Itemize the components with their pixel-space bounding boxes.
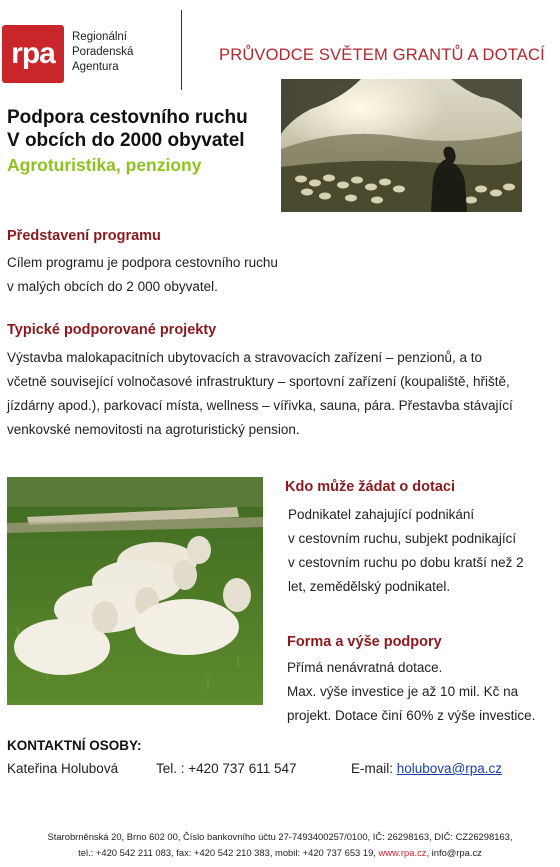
intro-line-2: v malých obcích do 2 000 obyvatel.: [7, 279, 218, 294]
agency-line-2: Poradenská: [72, 46, 134, 58]
contact-phone: Tel. : +420 737 611 547: [156, 761, 297, 776]
email-label: E-mail:: [351, 761, 397, 776]
page-subtitle: Agroturistika, penziony: [7, 155, 202, 175]
who-line-2: v cestovním ruchu, subjekt podnikající: [288, 531, 517, 546]
who-heading: Kdo může žádat o dotaci: [285, 479, 455, 495]
intro-heading: Představení programu: [7, 228, 161, 244]
projects-line-4: venkovské nemovitosti na agroturistický pension.: [7, 422, 300, 437]
footer-contacts: [0, 845, 560, 861]
projects-line-2: včetně související volnočasové infrastruktury – sportovní zařízení (koupaliště, hřiště,: [7, 374, 510, 389]
footer-phones: tel.: +420 542 211 083, fax: +420 542 210 383, mobil: +420 737 653 19,: [78, 847, 379, 858]
footer-address: Starobrněnská 20, Brno 602 00, Číslo bankovního účtu 27-7493400257/0100, IČ: 26298163, DIČ: CZ26298163,: [47, 831, 513, 842]
projects-line-3: jízdárny apod.), parkovací místa, wellness – vířivka, sauna, pára. Přestavba stávající: [7, 398, 513, 413]
support-text: [287, 656, 535, 728]
title-line-2: V obcích do 2000 obyvatel: [7, 130, 245, 151]
support-line-1: Přímá nenávratná dotace.: [287, 660, 443, 675]
agency-name: [72, 30, 133, 75]
email-link[interactable]: holubova@rpa.cz: [396, 761, 503, 776]
agency-line-3: Agentura: [72, 61, 119, 73]
agency-line-1: Regionální: [72, 31, 127, 43]
support-heading: Forma a výše podpory: [287, 634, 442, 650]
shepherd-photo: [281, 79, 522, 212]
projects-line-1: Výstavba malokapacitních ubytovacích a stravovacích zařízení – penzionů, a to: [7, 350, 483, 365]
rpa-logo: rpa: [2, 25, 64, 83]
projects-text: [7, 346, 513, 442]
footer: [0, 829, 560, 861]
contact-name: Kateřina Holubová: [7, 761, 119, 776]
guide-title: PRŮVODCE SVĚTEM GRANTŮ A DOTACÍ: [219, 46, 545, 64]
projects-heading: Typické podporované projekty: [7, 322, 217, 338]
support-line-2: Max. výše investice je až 10 mil. Kč na: [287, 684, 519, 699]
contact-heading: KONTAKTNÍ OSOBY:: [7, 738, 142, 753]
footer-info-email: , info@rpa.cz: [426, 847, 482, 858]
page-title: [7, 106, 248, 152]
intro-text: [7, 251, 278, 299]
support-line-3: projekt. Dotace činí 60% z výše investice.: [287, 708, 536, 723]
contact-email: [351, 761, 502, 776]
header-divider: [181, 10, 182, 90]
who-line-3: v cestovním ruchu po dobu kratší než 2: [288, 555, 524, 570]
who-line-4: let, zemědělský podnikatel.: [288, 579, 451, 594]
sheep-photo: [7, 477, 263, 705]
who-text: [288, 503, 524, 599]
title-line-1: Podpora cestovního ruchu: [7, 107, 248, 128]
intro-line-1: Cílem programu je podpora cestovního ruchu: [7, 255, 278, 270]
footer-web-link[interactable]: www.rpa.cz: [378, 847, 427, 858]
who-line-1: Podnikatel zahajující podnikání: [288, 507, 475, 522]
